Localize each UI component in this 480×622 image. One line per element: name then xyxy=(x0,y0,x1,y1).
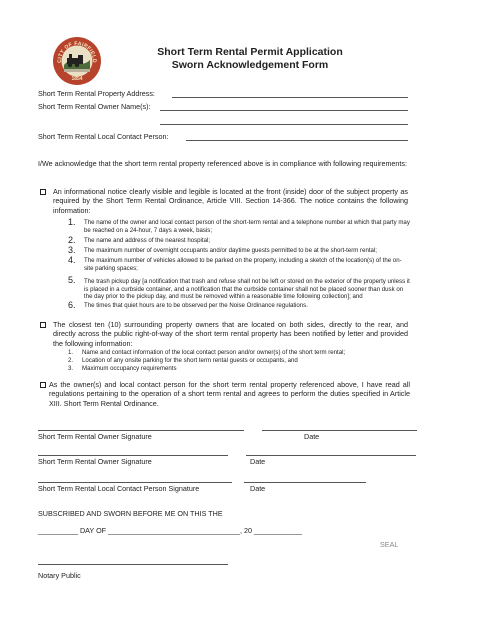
notary-public-label: Notary Public xyxy=(38,571,81,580)
section3-text: As the owner(s) and local contact person for the short term rental property referenced above, I have read all regulations pertaining to the operation of a short term rental and agrees to perform the duties specified in Article XIII. Short Term Rental Ordinance. xyxy=(49,380,410,408)
owner-names-label: Short Term Rental Owner Name(s): xyxy=(38,102,151,111)
owner-names-field[interactable] xyxy=(160,110,408,111)
intro-text: I/We acknowledge that the short term rental property referenced above is in compliance with following requirements: xyxy=(38,159,408,168)
s1-item3-text: The maximum number of overnight occupants and/or daytime guests permitted to be at the short-term rental; xyxy=(84,247,377,254)
owner-date-label-1: Date xyxy=(304,432,320,441)
checkbox-section3[interactable] xyxy=(40,382,46,388)
local-contact-field[interactable] xyxy=(186,140,408,141)
section1-text: An informational notice clearly visible and legible is located at the front (inside) door of the subject property as required by the Short Term Rental Ordinance, Article VIII. Section 14-366. The notice contains the following information: xyxy=(53,187,408,215)
s1-item1-num: 1. xyxy=(68,217,76,227)
owner-date-line-2[interactable] xyxy=(246,455,416,456)
notary-signature-line[interactable] xyxy=(38,564,228,565)
checkbox-section2[interactable] xyxy=(40,322,46,328)
seal-label: SEAL xyxy=(380,540,399,549)
city-seal-logo xyxy=(52,36,102,86)
s2-item2-text: Location of any onsite parking for the short term rental guests or occupants, and xyxy=(82,357,298,364)
s1-item2-text: The name and address of the nearest hospital; xyxy=(84,237,211,244)
owner-signature-label-1: Short Term Rental Owner Signature xyxy=(38,432,152,441)
s1-item5-text: The trash pickup day [a notification that trash and refuse shall not be left or stored on the exterior of the property unless it is placed in a curbside container, and a notification that the curbside container shall not be placed sooner than dusk on the day prior to the pickup day, and must be removed within a reasonable time following collection]; and xyxy=(84,278,410,301)
s2-item3-num: 3. xyxy=(68,365,74,372)
local-contact-label: Short Term Rental Local Contact Person: xyxy=(38,132,169,141)
owner-names-field-2[interactable] xyxy=(160,124,408,125)
sworn-heading: SUBSCRIBED AND SWORN BEFORE ME ON THIS THE xyxy=(38,509,223,518)
s1-item4-num: 4. xyxy=(68,255,76,265)
section2-text: The closest ten (10) surrounding property owners that are located on both sides, directly to the rear, and directly across the public right-of-way of the short term rental property has been notified by letter and provided the following information: xyxy=(53,320,408,348)
s1-item3-num: 3. xyxy=(68,245,76,255)
owner-date-line-1[interactable] xyxy=(262,430,417,431)
contact-signature-label: Short Term Rental Local Contact Person Signature xyxy=(38,484,200,493)
s1-item6-num: 6. xyxy=(68,300,76,310)
contact-date-label: Date xyxy=(250,484,266,493)
owner-date-label-2: Date xyxy=(250,457,266,466)
s1-item1-text: The name of the owner and local contact person of the short-term rental and a telephone number at which that party may be reached on a 24-hour, 7 days a week, basis; xyxy=(84,219,410,234)
form-title xyxy=(120,46,380,72)
s2-item2-num: 2. xyxy=(68,357,74,364)
owner-signature-line-1[interactable] xyxy=(38,430,244,431)
contact-date-line[interactable] xyxy=(244,482,366,483)
s2-item3-text: Maximum occupancy requirements xyxy=(82,365,177,372)
form-title-line2: Sworn Acknowledgement Form xyxy=(171,59,329,71)
s1-item6-text: The times that quiet hours are to be observed per the Noise Ordinance regulations. xyxy=(84,302,308,309)
s2-item1-text: Name and contact information of the local contact person and/or owner(s) of the short term rental; xyxy=(82,349,346,356)
sworn-day-line[interactable]: __________ DAY OF _________________________________, 20 ____________ xyxy=(38,526,302,535)
contact-signature-line[interactable] xyxy=(38,482,232,483)
checkbox-section1[interactable] xyxy=(40,189,46,195)
s1-item4-text: The maximum number of vehicles allowed to be parked on the property, including a sketch of the location(s) of the on-site parking spaces; xyxy=(84,257,402,272)
owner-signature-line-2[interactable] xyxy=(38,455,228,456)
owner-signature-label-2: Short Term Rental Owner Signature xyxy=(38,457,152,466)
svg-text:1854: 1854 xyxy=(71,76,83,82)
property-address-field[interactable] xyxy=(172,97,408,98)
svg-text:CITY OF FAIRFIELD: CITY OF FAIRFIELD xyxy=(56,40,98,63)
s2-item1-num: 1. xyxy=(68,349,74,356)
s1-item2-num: 2. xyxy=(68,235,76,245)
property-address-label: Short Term Rental Property Address: xyxy=(38,89,155,98)
form-title-line1: Short Term Rental Permit Application xyxy=(157,46,343,58)
s1-item5-num: 5. xyxy=(68,275,76,285)
